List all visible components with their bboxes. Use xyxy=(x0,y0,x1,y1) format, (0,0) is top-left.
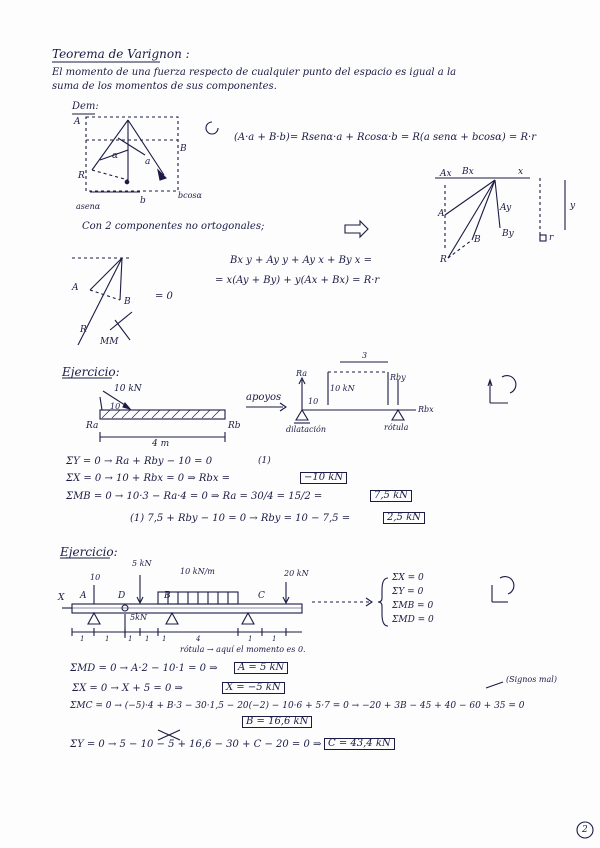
dem-label-a: a xyxy=(145,157,151,167)
ej2-dim-2: 1 xyxy=(105,635,110,643)
ej1-sup-ten: 10 xyxy=(308,397,319,406)
rotation-symbol-1 xyxy=(206,122,218,134)
ej1-force-label: 10 kN xyxy=(114,384,142,394)
ej1-label: Ejercicio: xyxy=(62,365,120,379)
ej2-dim-4: 1 xyxy=(145,635,150,643)
theorem-statement-1: El momento de una fuerza respecto de cualquier punto del espacio es igual a la xyxy=(52,67,457,78)
ej1-Rb-label: Rb xyxy=(228,421,241,431)
ej1-support-model xyxy=(294,362,416,423)
ej2-eq-MD: ΣMD = 0 → A·2 − 10·1 = 0 ⇒ xyxy=(70,663,218,674)
ej2-force-5kN-b: 5kN xyxy=(130,613,147,622)
ej2-label-X: X xyxy=(58,593,65,603)
ej2-label-A: A xyxy=(80,591,87,601)
rd-label-Bx: Bx xyxy=(462,167,474,177)
ej2-sign-convention xyxy=(492,577,514,602)
ej1-sup-Ra: Ra xyxy=(296,369,307,378)
ej1-result-Ra: 7,5 kN xyxy=(370,490,412,502)
rd-label-y: y xyxy=(570,201,576,211)
ej2-result-B: B = 16,6 kN xyxy=(242,716,312,728)
dem-label: Dem: xyxy=(72,101,99,112)
page-title: Teorema de Varignon : xyxy=(52,47,190,61)
ej2-label-C: C xyxy=(258,591,265,601)
ej2-result-X: X = −5 kN xyxy=(222,682,285,694)
ej1-eq-substitution: (1) 7,5 + Rby − 10 = 0 → Rby = 10 − 7,5 = xyxy=(130,513,351,524)
d3-equals-zero: = 0 xyxy=(155,291,173,302)
ej1-sign-convention xyxy=(488,376,516,403)
ej1-length-label: 4 m xyxy=(152,439,170,449)
ej2-eq-X: ΣX = 0 → X + 5 = 0 ⇒ xyxy=(72,683,183,694)
ej2-dim-5: 1 xyxy=(162,635,167,643)
ej1-sup-Rby: Rby xyxy=(390,373,406,382)
ej2-dim-8: 1 xyxy=(272,635,277,643)
theorem-statement-2: suma de los momentos de sus componentes. xyxy=(52,81,277,92)
ej2-beam xyxy=(62,575,302,638)
ej2-distributed-load: 10 kN/m xyxy=(180,567,215,576)
ej2-brace xyxy=(378,578,388,626)
ej2-force-10: 10 xyxy=(90,573,101,582)
ej1-result-Rbx: −10 kN xyxy=(300,472,347,484)
d3-label-B: B xyxy=(124,297,131,307)
d3-label-R: R xyxy=(80,325,87,335)
ej1-Ra-label: Ra xyxy=(86,421,99,431)
ej2-dim-6: 4 xyxy=(196,635,201,643)
ej2-rotula-note: rótula → aquí el momento es 0. xyxy=(180,645,306,654)
dem-label-bcos: bcosα xyxy=(178,191,202,200)
d3-label-A: A xyxy=(72,283,79,293)
dem-label-B: B xyxy=(180,144,187,154)
ej2-dim-3: 1 xyxy=(128,635,133,643)
ej2-label-B: B xyxy=(164,591,171,601)
dem-label-asen: asenα xyxy=(76,202,101,211)
ej2-result-A: A = 5 kN xyxy=(234,662,288,674)
ej1-eq-ref-1: (1) xyxy=(258,456,271,466)
dem-label-R: R xyxy=(78,171,85,181)
rd-label-Ax: Ax xyxy=(440,169,452,179)
ej1-rotula-label: rótula xyxy=(384,423,409,432)
rd-label-r: r xyxy=(549,233,554,243)
ej2-force-5kN: 5 kN xyxy=(132,559,152,568)
dem-main-equation: (A·a + B·b)= Rsenα·a + Rcosα·b = R(a senα + bcosα) = R·r xyxy=(234,132,536,143)
rd-label-By: By xyxy=(502,229,514,239)
ej1-sup-Rbx: Rbx xyxy=(418,405,434,414)
ej2-label: Ejercicio: xyxy=(60,545,118,559)
ej2-dim-1: 1 xyxy=(80,635,85,643)
rd-label-R: R xyxy=(440,255,447,265)
ej1-result-Rby: 2,5 kN xyxy=(383,512,425,524)
ej2-eq-MC: ΣMC = 0 → (−5)·4 + B·3 − 30·1,5 − 20(−2) − 10·6 + 5·7 = 0 → −20 + 3B − 45 + 40 − 60 + 35 = 0 xyxy=(70,701,525,711)
page-number: 2 xyxy=(582,825,588,835)
ej1-angle-label: 10 xyxy=(110,402,121,411)
ej2-label-D: D xyxy=(118,591,126,601)
ej1-eq-sumY: ΣY = 0 → Ra + Rby − 10 = 0 xyxy=(66,456,213,467)
ej2-sys-3: ΣMB = 0 xyxy=(392,601,434,611)
ej1-sup-force: 10 kN xyxy=(330,384,355,393)
ej2-sys-4: ΣMD = 0 xyxy=(392,615,434,625)
signs-pointer xyxy=(486,682,503,688)
ej1-dilatacion-label: dilatación xyxy=(286,425,326,434)
ej1-apoyos-label: apoyos xyxy=(246,392,282,403)
ej1-sup-dim3: 3 xyxy=(362,351,368,360)
ej2-sys-1: ΣX = 0 xyxy=(392,573,424,583)
ej2-eq-Y: ΣY = 0 → 5 − 10 − 5 + 16,6 − 30 + C − 20 = 0 ⇒ xyxy=(70,739,322,750)
ej2-dim-7: 1 xyxy=(248,635,253,643)
components-equation-1: Bx y + Ay y + Ay x + By x = xyxy=(230,255,372,266)
ej2-result-C: C = 43,4 kN xyxy=(324,738,395,750)
varignon-diagram-2 xyxy=(435,178,565,258)
dem-label-b: b xyxy=(140,196,146,206)
non-orthogonal-note: Con 2 componentes no ortogonales; xyxy=(82,221,265,232)
rd-label-B: B xyxy=(474,235,481,245)
ej1-beam xyxy=(100,391,225,442)
varignon-diagram-1 xyxy=(86,117,178,192)
ej1-eq-sumX: ΣX = 0 → 10 + Rbx = 0 ⇒ Rbx = xyxy=(66,473,231,484)
d3-label-MM: MM xyxy=(100,337,119,347)
rd-label-x: x xyxy=(518,167,524,177)
dem-label-A: A xyxy=(74,117,81,127)
dem-label-alpha: α xyxy=(112,151,119,161)
ej2-signs-note: (Signos mal) xyxy=(506,675,557,684)
ej2-sys-2: ΣY = 0 xyxy=(392,587,424,597)
ej1-eq-sumM: ΣMB = 0 → 10·3 − Ra·4 = 0 ⇒ Ra = 30/4 = 15/2 = xyxy=(66,491,323,502)
rd-label-A: A xyxy=(438,209,445,219)
components-equation-2: = x(Ay + By) + y(Ax + Bx) = R·r xyxy=(215,275,380,286)
implies-arrow-symbol xyxy=(345,221,368,237)
rd-label-Ay: Ay xyxy=(500,203,512,213)
ej2-force-20kN: 20 kN xyxy=(284,569,309,578)
